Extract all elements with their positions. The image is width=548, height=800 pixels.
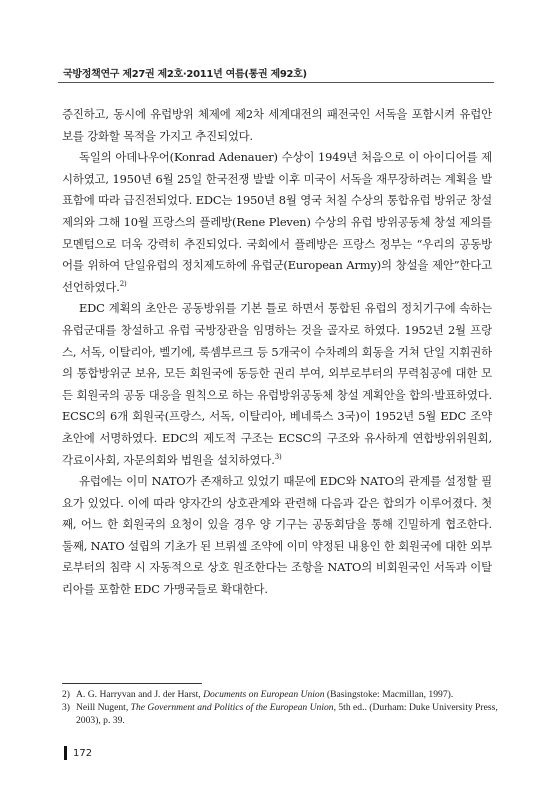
paragraph-3-text: EDC 계획의 초안은 공동방위를 기본 틀로 하면서 통합된 유럽의 정치기구에 속하는 유럽군대를 창설하고 유럽 국방장관을 임명하는 것을 골자로 하였다. 1952년 2월 프랑스, 서독, 이탈리아, 벨기에, 룩셈부르크 등 5개국이 수차례의 회동을 거쳐 단일 지휘권하의 통합방위군 보유, 모든 회원국에 동등한 권리 부여, 외부로부터의 무력침공에 대한 모든 회원국의 공동 대응을 원칙으로 하는 유럽방위공동체 창설 계획안을 합의·발표하였다. ECSC의 6개 회원국(프랑스, 서독, 이탈리아, 베네룩스 3국)이 1952년 5월 EDC 조약 초안에 서명하였다. EDC의 제도적 구조는 ECSC의 구조와 유사하게 연합방위위원회, 각료이사회, 자문의회와 법원을 설치하였다. xyxy=(62,301,492,467)
footnote-author: Neill Nugent, xyxy=(76,702,131,713)
footnotes xyxy=(62,688,498,727)
paragraph-2-text: 독일의 아데나우어(Konrad Adenauer) 수상이 1949년 처음으로 이 아이디어를 제시하였고, 1950년 6월 25일 한국전쟁 발발 이후 미국이 서독을 재무장하려는 계획을 발표함에 따라 급진전되었다. EDC는 1950년 8월 영국 처칠 수상의 통합유럽 방위군 창설 제의와 그해 10월 프랑스의 플레방(Rene Pleven) 수상의 유럽 방위공동체 창설 제의를 모멘텀으로 더욱 강력히 추진되었다. 국회에서 플레방은 프랑스 정부는 “우리의 공동방어를 위하여 단일유럽의 정치제도하에 유럽군(European Army)의 창설을 제안”한다고 선언하였다. xyxy=(62,150,492,294)
body-text xyxy=(62,104,492,601)
running-header xyxy=(63,65,493,80)
paragraph-1-text: 증진하고, 동시에 유럽방위 체제에 제2차 세계대전의 패전국인 서독을 포함시켜 유럽안보를 강화할 목적을 가지고 추진되었다. xyxy=(62,107,492,143)
footnote-title: Documents on European Union xyxy=(203,689,325,700)
paragraph-4 xyxy=(62,471,492,601)
paragraph-4-text: 유럽에는 이미 NATO가 존재하고 있었기 때문에 EDC와 NATO의 관계를 설정할 필요가 있었다. 이에 따라 양자간의 상호관계와 관련해 다음과 같은 합의가 이루어졌다. 첫째, 어느 한 회원국의 요청이 있을 경우 양 기구는 공동회담을 통해 긴밀하게 협조한다. 둘째, NATO 설립의 기초가 된 브뤼셀 조약에 이미 약정된 내용인 한 회원국에 대한 외부로부터의 침략 시 자동적으로 상호 원조한다는 조항을 NATO의 비회원국인 서독과 이탈리아를 포함한 EDC 가맹국들로 확대한다. xyxy=(62,474,492,597)
footnote-item xyxy=(62,688,498,701)
header-divider xyxy=(58,82,494,83)
paragraph-3 xyxy=(62,298,492,471)
footnote-author: A. G. Harryvan and J. der Harst, xyxy=(76,689,204,700)
footnote-ref-3[interactable]: 3) xyxy=(274,452,282,461)
footnote-text xyxy=(76,688,498,701)
footnote-title: The Government and Politics of the European Union xyxy=(130,702,334,713)
footnote-divider xyxy=(62,683,202,684)
page-marker-bar xyxy=(64,746,67,760)
footnote-number: 2) xyxy=(62,689,70,700)
paragraph-2 xyxy=(62,147,492,298)
running-title: 국방정책연구 제27권 제2호·2011년 여름(통권 제92호) xyxy=(63,69,307,80)
footnote-publisher: (Basingstoke: Macmillan, 1997). xyxy=(324,689,454,700)
footnote-item xyxy=(62,701,498,727)
page-number-text: 172 xyxy=(73,747,93,759)
footnote-number: 3) xyxy=(62,702,70,713)
footnote-text xyxy=(76,701,498,727)
paragraph-1 xyxy=(62,104,492,147)
footnote-publisher: , 5th ed.. (Durham: Duke University Press, 2003), p. 39. xyxy=(76,702,498,726)
page-number xyxy=(64,746,92,760)
footnote-ref-2[interactable]: 2) xyxy=(119,279,127,288)
